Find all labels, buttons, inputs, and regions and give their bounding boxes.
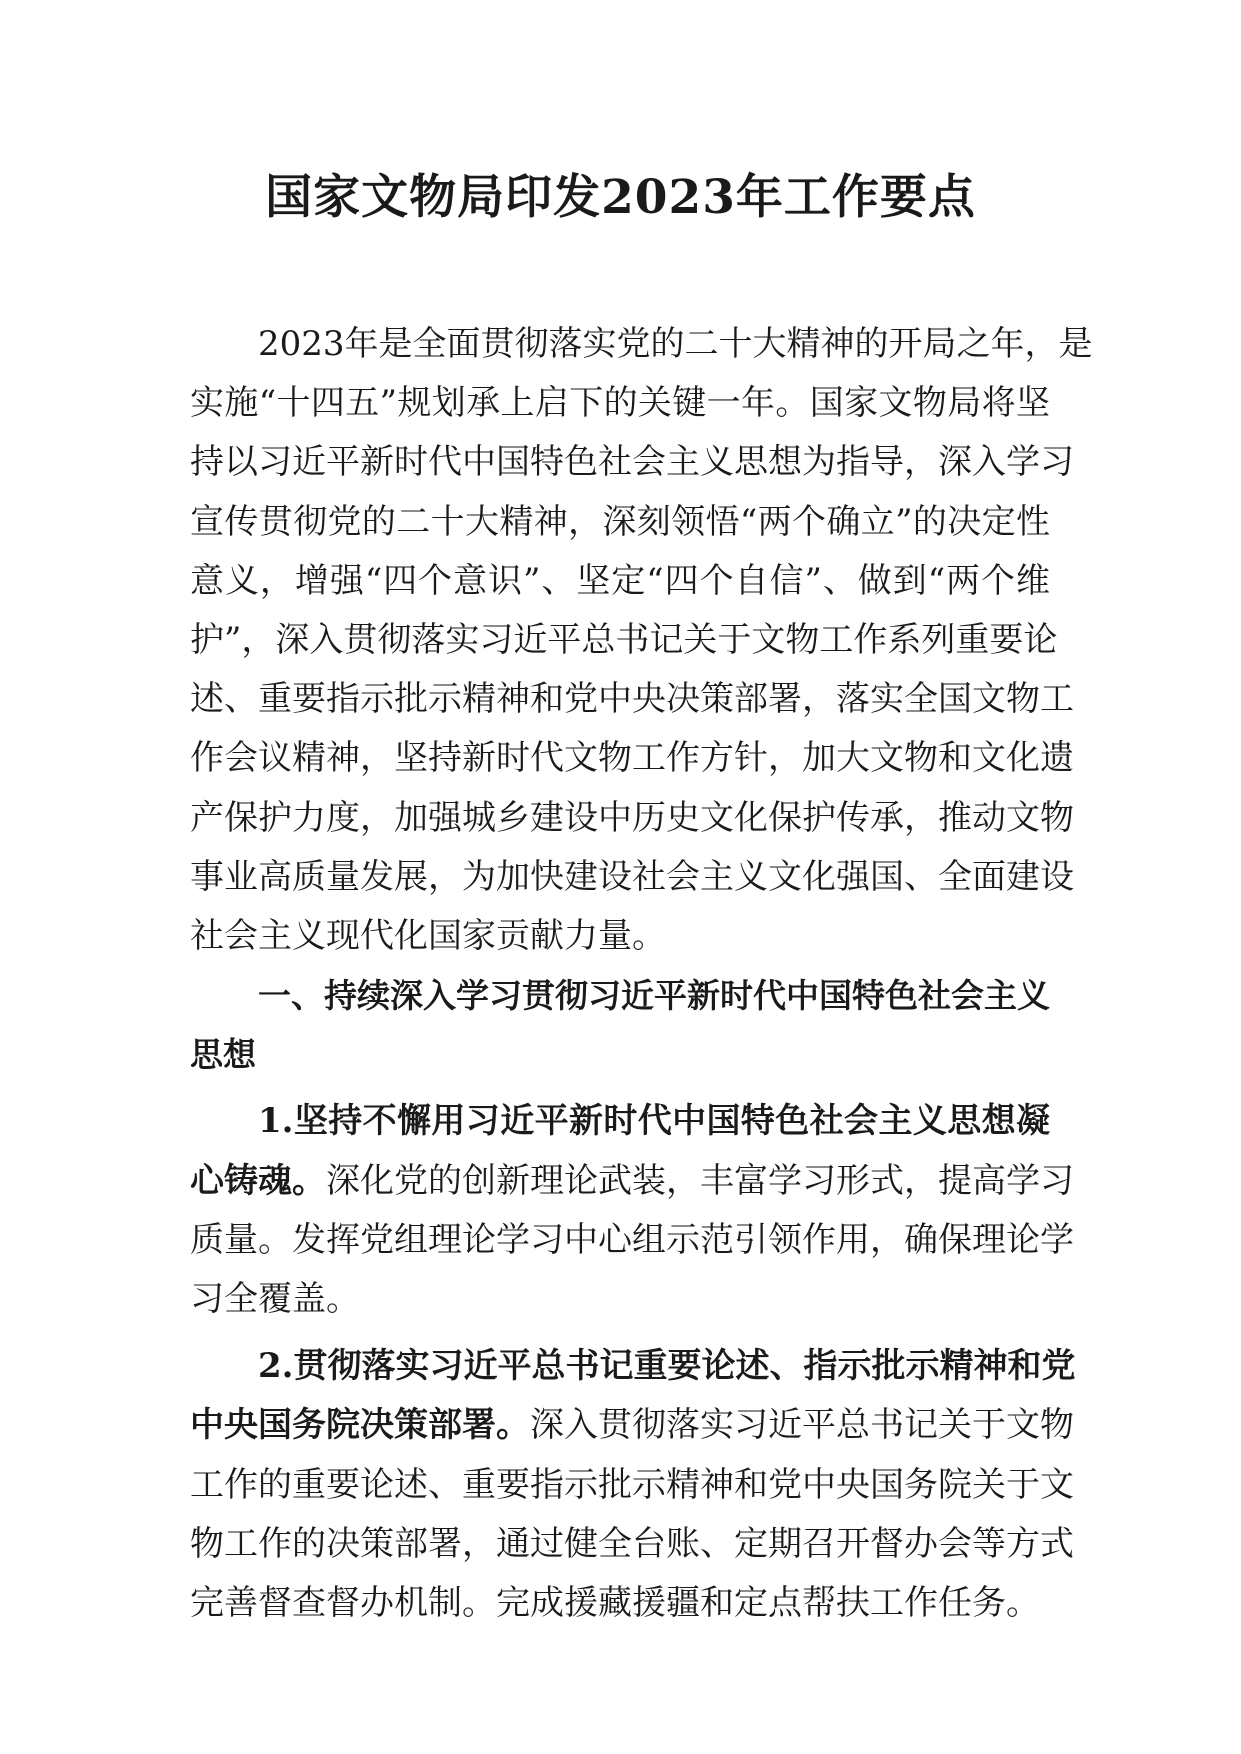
- paragraph-line: 作会议精神，坚持新时代文物工作方针，加大文物和文化遗: [190, 738, 1074, 779]
- item-heading-line: 1.坚持不懈用习近平新时代中国特色社会主义思想凝: [258, 1101, 1050, 1142]
- section-heading-line: 一、持续深入学习贯彻习近平新时代中国特色社会主义: [258, 976, 1050, 1016]
- item-body-text: 深入贯彻落实习近平总书记关于文物: [530, 1405, 1074, 1446]
- paragraph-line: 社会主义现代化国家贡献力量。: [190, 915, 666, 956]
- paragraph-line: 物工作的决策部署，通过健全台账、定期召开督办会等方式: [190, 1523, 1074, 1564]
- item-heading-tail: 中央国务院决策部署。: [190, 1405, 530, 1446]
- section-heading: [190, 966, 1050, 1084]
- item-body-text: 深化党的创新理论武装，丰富学习形式，提高学习: [326, 1160, 1074, 1201]
- paragraph-line: 2023年是全面贯彻落实党的二十大精神的开局之年，是: [258, 324, 1093, 364]
- paragraph-line: 质量。发挥党组理论学习中心组示范引领作用，确保理论学: [190, 1219, 1074, 1260]
- item-1-paragraph: [190, 1092, 1074, 1329]
- paragraph-line: 事业高质量发展，为加快建设社会主义文化强国、全面建设: [190, 856, 1074, 897]
- paragraph-line: 习全覆盖。: [190, 1279, 360, 1319]
- item-2-paragraph: [190, 1337, 1076, 1633]
- paragraph-line: 述、重要指示批示精神和党中央决策部署，落实全国文物工: [190, 679, 1074, 720]
- paragraph-line: 宣传贯彻党的二十大精神，深刻领悟“两个确立”的决定性: [190, 501, 1050, 542]
- paragraph-line: 护”，深入贯彻落实习近平总书记关于文物工作系列重要论: [190, 619, 1058, 660]
- paragraph-line: [190, 1152, 1074, 1211]
- paragraph-line: 完善督查督办机制。完成援藏援疆和定点帮扶工作任务。: [190, 1582, 1040, 1623]
- paragraph-line: 实施“十四五”规划承上启下的关键一年。国家文物局将坚: [190, 383, 1050, 424]
- paragraph-line: 意义，增强“四个意识”、坚定“四个自信”、做到“两个维: [190, 560, 1050, 601]
- intro-paragraph: [190, 315, 1093, 966]
- paragraph-line: 产保护力度，加强城乡建设中历史文化保护传承，推动文物: [190, 797, 1074, 838]
- paragraph-line: [190, 1396, 1074, 1455]
- paragraph-line: 工作的重要论述、重要指示批示精神和党中央国务院关于文: [190, 1464, 1074, 1505]
- document-title: 国家文物局印发2023年工作要点: [265, 170, 976, 225]
- item-heading-tail: 心铸魂。: [190, 1160, 326, 1201]
- section-heading-line: 思想: [190, 1035, 256, 1075]
- item-heading-line: 2.贯彻落实习近平总书记重要论述、指示批示精神和党: [258, 1346, 1076, 1387]
- document-body: [190, 315, 1093, 1633]
- paragraph-line: 持以习近平新时代中国特色社会主义思想为指导，深入学习: [190, 442, 1074, 483]
